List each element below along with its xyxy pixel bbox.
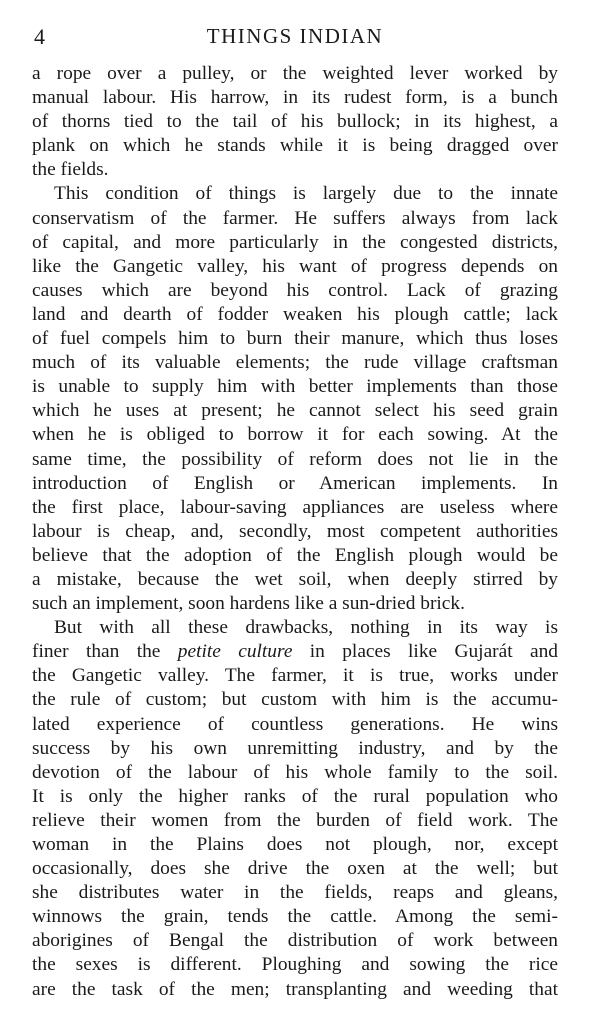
paragraph — [32, 616, 558, 1002]
text-line: conservatism of the farmer. He suffers always from lack — [32, 207, 558, 229]
text-line: aborigines of Bengal the distribution of work between — [32, 930, 558, 952]
running-head — [32, 24, 558, 54]
text-line: land and dearth of fodder weaken his plough cattle; lack — [32, 303, 558, 325]
text-line: winnows the grain, tends the cattle. Among the semi- — [32, 906, 558, 928]
body-text — [32, 62, 558, 1002]
text-line: It is only the higher ranks of the rural population who — [32, 785, 558, 807]
text-line: success by his own unremitting industry, and by the — [32, 737, 558, 759]
book-page — [32, 24, 558, 1002]
italic-phrase: petite culture — [177, 641, 293, 663]
text-line: woman in the Plains does not plough, nor, except — [32, 834, 558, 855]
text-line: the Gangetic valley. The farmer, it is true, works under — [32, 665, 558, 687]
text-line: of capital, and more particularly in the congested districts, — [32, 231, 558, 253]
text-line: occasionally, does she drive the oxen at the well; but — [32, 858, 558, 880]
text-line: of thorns tied to the tail of his bullock; in its highest, a — [32, 111, 558, 133]
text-line: This condition of things is largely due to the innate — [54, 183, 558, 205]
text-line: believe that the adoption of the English plough would be — [32, 544, 558, 566]
text-line: much of its valuable elements; the rude village craftsman — [32, 352, 558, 374]
text-line: when he is obliged to borrow it for each sowing. At the — [32, 424, 558, 446]
paragraph — [32, 182, 558, 616]
text-line: labour is cheap, and, secondly, most competent authorities — [32, 520, 558, 542]
text-line: the sexes is different. Ploughing and sowing the rice — [32, 954, 558, 976]
text-line: are the task of the men; transplanting and weeding that — [32, 978, 558, 1000]
text-line: relieve their women from the burden of field work. The — [32, 809, 558, 831]
text-line: devotion of the labour of his whole family to the soil. — [32, 761, 558, 783]
text-line: the rule of custom; but custom with him is the accumu- — [32, 689, 558, 711]
text-line: of fuel compels him to burn their manure, which thus loses — [32, 328, 558, 350]
text-line: such an implement, soon hardens like a sun-dried brick. — [32, 593, 465, 615]
text-line: a mistake, because the wet soil, when deeply stirred by — [32, 568, 558, 590]
page-number: 4 — [34, 24, 45, 49]
text-line: plank on which he stands while it is being dragged over — [32, 135, 558, 157]
text-line: a rope over a pulley, or the weighted lever worked by — [32, 63, 558, 84]
text-line: like the Gangetic valley, his want of progress depends on — [32, 255, 558, 277]
text-line: But with all these drawbacks, nothing in its way is — [54, 617, 558, 639]
text-line: the fields. — [32, 159, 109, 181]
text-line: is unable to supply him with better implements than those — [32, 376, 558, 398]
text-line: lated experience of countless generations. He wins — [32, 713, 558, 735]
running-title: THINGS INDIAN — [206, 24, 384, 48]
paragraph — [32, 62, 558, 182]
text-line: introduction of English or American implements. In — [32, 472, 558, 494]
text-line: manual labour. His harrow, in its rudest form, is a bunch — [32, 87, 558, 109]
text-line: causes which are beyond his control. Lack of grazing — [32, 279, 558, 301]
text-line: which he uses at present; he cannot select his seed grain — [32, 400, 558, 422]
text-line: the first place, labour-saving appliances are useless where — [32, 496, 558, 518]
text-line: she distributes water in the fields, reaps and gleans, — [32, 882, 558, 904]
text-line: same time, the possibility of reform does not lie in the — [32, 448, 558, 470]
text-line: finer than the petite culture in places like Gujarát and — [32, 641, 558, 663]
